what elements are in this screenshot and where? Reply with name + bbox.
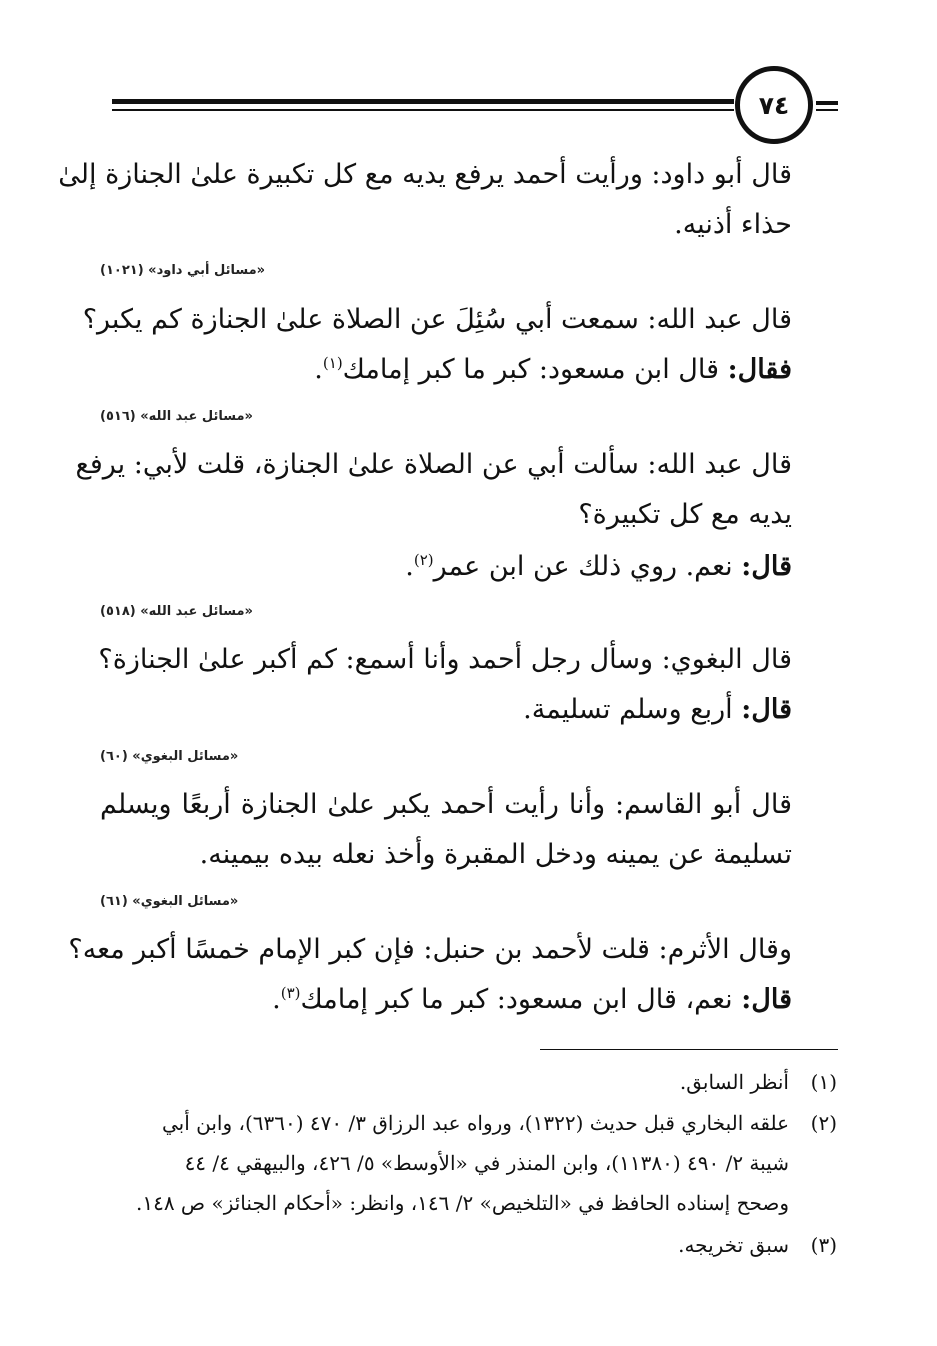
source-citation-3: «مسائل عبد الله» (٥١٨) [100,604,253,619]
paragraph-4-line-2 [100,690,792,730]
paragraph-text: أربع وسلم تسليمة. [523,694,742,725]
page-number-badge [735,66,813,144]
footnote-number: (٢) [810,1111,837,1135]
paragraph-5-line-2: تسليمة عن يمينه ودخل المقبرة وأخذ نعله بيده بيمينه. [199,839,792,870]
paragraph-3-line-2: يديه مع كل تكبيرة؟ [578,499,792,530]
source-citation-1: «مسائل أبي داود» (١٠٢١) [100,263,266,278]
footnote-2-line-1 [100,1108,837,1138]
header-rule-thin [112,109,734,111]
header-rule-stub-thin [816,109,838,111]
footnote-text: أنظر السابق. [679,1070,789,1094]
paragraph-6-line-1: وقال الأثرم: قلت لأحمد بن حنبل: فإن كبر الإمام خمسًا أكبر معه؟ [68,934,792,965]
footnote-1 [100,1067,837,1097]
footnote-marker-1: (١) [322,354,343,372]
paragraph-4-line-1: قال البغوي: وسأل رجل أحمد وأنا أسمع: كم أكبر علىٰ الجنازة؟ [98,644,792,675]
paragraph-1-line-2: حذاء أذنيه. [674,209,792,240]
footnote-number: (١) [810,1070,837,1094]
paragraph-text: نعم، قال ابن مسعود: كبر ما كبر إمامك [300,984,742,1015]
paragraph-3-line-3: قال: نعم. روي ذلك عن ابن عمر$^{(٢)}$. [405,551,792,582]
header-rule-thick [112,99,734,104]
page-number: ٧٤ [758,90,790,120]
paragraph-5-line-1: قال أبو القاسم: وأنا رأيت أحمد يكبر علىٰ الجنازة أربعًا ويسلم [100,789,792,820]
footnote-marker-2: (٢) [413,551,434,569]
speaker-label: قال: [741,694,792,725]
footnote-3 [100,1230,837,1260]
footnote-2-line-2: شيبة ٢/ ٤٩٠ (١١٣٨٠)، وابن المنذر في «الأوسط» ٥/ ٤٢٦، والبيهقي ٤/ ٤٤ [184,1151,789,1175]
paragraph-6-line-2: قال: نعم، قال ابن مسعود: كبر ما كبر إمامك$^{(٣)}$. [272,984,792,1015]
speaker-label: قال: [741,551,792,582]
paragraph-3-line-1: قال عبد الله: سألت أبي عن الصلاة علىٰ الجنازة، قلت لأبي: يرفع [75,449,792,480]
source-citation-2: «مسائل عبد الله» (٥١٦) [100,409,253,424]
footnote-separator [540,1049,838,1050]
footnote-2-line-3: وصحح إسناده الحافظ في «التلخيص» ٢/ ١٤٦، وانظر: «أحكام الجنائز» ص ١٤٨. [135,1191,789,1215]
footnote-text: سبق تخريجه. [678,1233,789,1257]
header-rule-stub [816,101,838,105]
paragraph-2-line-2: فقال: قال ابن مسعود: كبر ما كبر إمامك$^{(١)}$. [314,354,792,385]
paragraph-2-line-1: قال عبد الله: سمعت أبي سُئِلَ عن الصلاة علىٰ الجنازة كم يكبر؟ [82,304,792,335]
speaker-label: قال: [741,984,792,1015]
paragraph-1-line-1: قال أبو داود: ورأيت أحمد يرفع يديه مع كل تكبيرة علىٰ الجنازة إلىٰ [58,159,792,190]
paragraph-text: قال ابن مسعود: كبر ما كبر إمامك [342,354,728,385]
footnote-text: علقه البخاري قبل حديث (١٣٢٢)، ورواه عبد الرزاق ٣/ ٤٧٠ (٦٣٦٠)، وابن أبي [161,1111,789,1135]
footnote-marker-3: (٣) [280,984,301,1002]
source-citation-5: «مسائل البغوي» (٦١) [100,894,239,909]
speaker-label: فقال: [727,354,792,385]
source-citation-4: «مسائل البغوي» (٦٠) [100,749,239,764]
paragraph-text: نعم. روي ذلك عن ابن عمر [433,551,742,582]
footnote-number: (٣) [810,1233,837,1257]
